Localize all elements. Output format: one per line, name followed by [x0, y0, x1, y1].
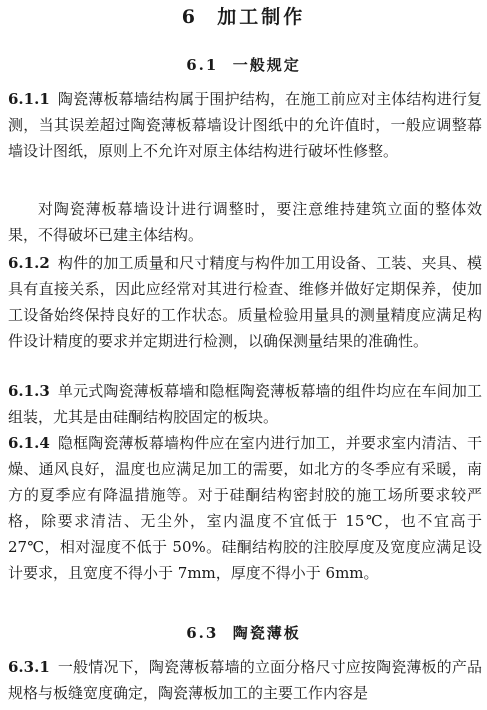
section-heading-6-3	[0, 622, 487, 643]
chapter-title	[0, 2, 487, 29]
clause-number: 6.1.1	[8, 90, 50, 108]
clause-number: 6.1.2	[8, 254, 50, 272]
section-title: 陶瓷薄板	[232, 624, 301, 642]
section-number: 6.3	[186, 624, 219, 642]
chapter-title-text: 加工制作	[217, 6, 306, 28]
section-heading-6-1	[0, 54, 487, 75]
clause-6-1-1	[8, 86, 482, 164]
clause-text: 构件的加工质量和尺寸精度与构件加工用设备、工装、夹具、模具有直接关系，因此应经常对其进行检查、维修并做好定期保养，使加工设备始终保持良好的工作状态。质量检验用量具的测量精度应满足构件设计精度的要求并定期进行检测，以确保测量结果的准确性。	[8, 254, 482, 350]
section-title: 一般规定	[232, 56, 301, 74]
clause-6-1-4	[8, 430, 482, 586]
clause-6-1-1-note	[8, 196, 482, 248]
clause-text: 一般情况下，陶瓷薄板幕墙的立面分格尺寸应按陶瓷薄板的产品规格与板缝宽度确定，陶瓷薄板加工的主要工作内容是	[8, 658, 482, 702]
clause-6-1-2	[8, 250, 482, 354]
clause-number: 6.3.1	[8, 658, 50, 676]
clause-text: 隐框陶瓷薄板幕墙构件应在室内进行加工，并要求室内清洁、干燥、通风良好，温度也应满足加工的需要，如北方的冬季应有采暖，南方的夏季应有降温措施等。对于硅酮结构密封胶的施工场所要求较严格，除要求清洁、无尘外，室内温度不宜低于 15℃，也不宜高于 27℃，相对湿度不低于 50%。硅酮结构胶的注胶厚度及宽度应满足设计要求，且宽度不得小于 7mm，厚度不得小于 6mm。	[8, 434, 482, 582]
clause-number: 6.1.4	[8, 434, 50, 452]
clause-6-3-1	[8, 654, 482, 706]
clause-text: 对陶瓷薄板幕墙设计进行调整时，要注意维持建筑立面的整体效果，不得破坏已建主体结构。	[8, 200, 482, 244]
clause-text: 陶瓷薄板幕墙结构属于围护结构，在施工前应对主体结构进行复测，当其误差超过陶瓷薄板幕墙设计图纸中的允许值时，一般应调整幕墙设计图纸，原则上不允许对原主体结构进行破坏性修整。	[8, 90, 482, 160]
chapter-number: 6	[181, 6, 198, 28]
clause-number: 6.1.3	[8, 382, 50, 400]
clause-text: 单元式陶瓷薄板幕墙和隐框陶瓷薄板幕墙的组件均应在车间加工组装，尤其是由硅酮结构胶固定的板块。	[8, 382, 482, 426]
clause-6-1-3	[8, 378, 482, 430]
section-number: 6.1	[186, 56, 219, 74]
